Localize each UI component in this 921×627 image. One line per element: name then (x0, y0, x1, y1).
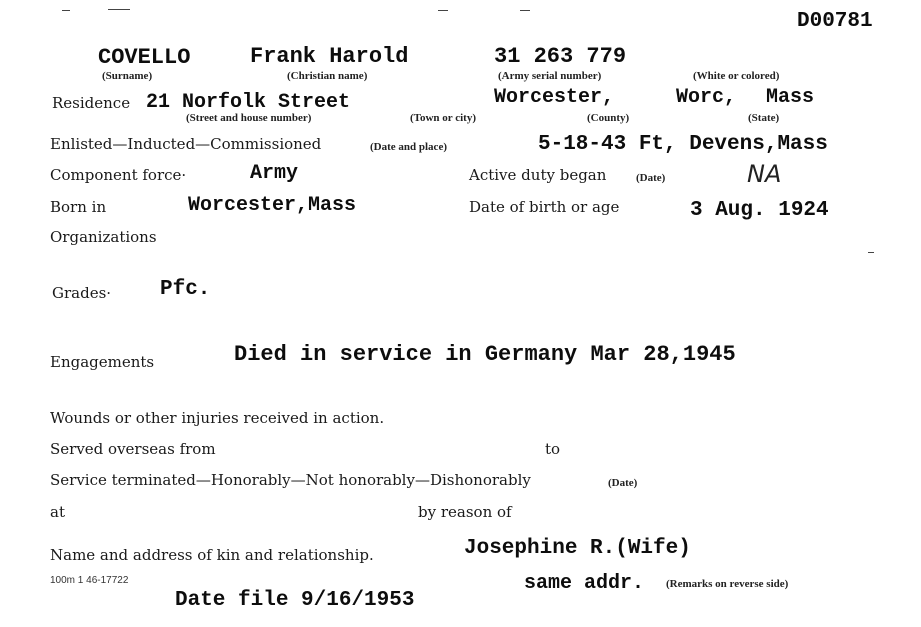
kin-name-value: Josephine R.(Wife) (464, 537, 691, 560)
active-duty-label: Active duty began (469, 166, 607, 184)
service-terminated-label: Service terminated—Honorably—Not honorably—Dishonorably (50, 471, 531, 489)
by-reason-label: by reason of (418, 503, 512, 521)
form-number: 100m 1 46-17722 (50, 575, 129, 586)
engagements-label: Engagements (50, 353, 155, 371)
wounds-label: Wounds or other injuries received in action. (50, 409, 385, 427)
scan-mark (438, 10, 448, 11)
scan-mark (108, 9, 130, 10)
kin-address-value: same addr. (524, 572, 645, 595)
street-caption: (Street and house number) (186, 112, 312, 124)
enlisted-value: 5-18-43 Ft, Devens,Mass (538, 133, 828, 156)
county-caption: (County) (587, 112, 630, 124)
serial-caption: (Army serial number) (498, 70, 602, 82)
born-in-value: Worcester,Mass (188, 194, 357, 217)
engagements-value: Died in service in Germany Mar 28,1945 (234, 342, 736, 367)
remarks-caption: (Remarks on reverse side) (666, 578, 789, 590)
component-label: Component force· (50, 166, 187, 184)
enlisted-label: Enlisted—Inducted—Commissioned (50, 135, 322, 153)
christian-name-caption: (Christian name) (287, 70, 368, 82)
surname-caption: (Surname) (102, 70, 153, 82)
scan-mark (520, 10, 530, 11)
town-value: Worcester, (494, 86, 615, 109)
organizations-label: Organizations (50, 228, 157, 246)
active-duty-date-caption: (Date) (636, 172, 666, 184)
born-in-label: Born in (50, 198, 107, 216)
dob-label: Date of birth or age (469, 198, 620, 216)
date-place-caption: (Date and place) (370, 141, 447, 153)
county-value: Worc, (676, 86, 737, 109)
document-id: D00781 (797, 10, 873, 33)
town-caption: (Town or city) (410, 112, 476, 124)
component-value: Army (250, 162, 299, 185)
state-value: Mass (766, 86, 815, 109)
terminated-date-caption: (Date) (608, 477, 638, 489)
scan-mark (868, 252, 874, 253)
overseas-to-label: to (545, 440, 561, 458)
scan-mark (62, 10, 70, 11)
grade-value: Pfc. (160, 278, 211, 301)
date-file-value: Date file 9/16/1953 (175, 589, 415, 612)
kin-label: Name and address of kin and relationship. (50, 546, 374, 564)
serial-number-value: 31 263 779 (494, 44, 627, 69)
state-caption: (State) (748, 112, 780, 124)
served-overseas-label: Served overseas from (50, 440, 216, 458)
street-value: 21 Norfolk Street (146, 91, 351, 114)
at-label: at (50, 503, 65, 521)
grades-label: Grades· (52, 284, 112, 302)
active-duty-value: NA (747, 160, 782, 188)
white-colored-caption: (White or colored) (693, 70, 780, 82)
residence-label: Residence (52, 94, 131, 112)
surname-value: COVELLO (98, 45, 191, 70)
dob-value: 3 Aug. 1924 (690, 199, 829, 222)
christian-name-value: Frank Harold (250, 44, 409, 69)
